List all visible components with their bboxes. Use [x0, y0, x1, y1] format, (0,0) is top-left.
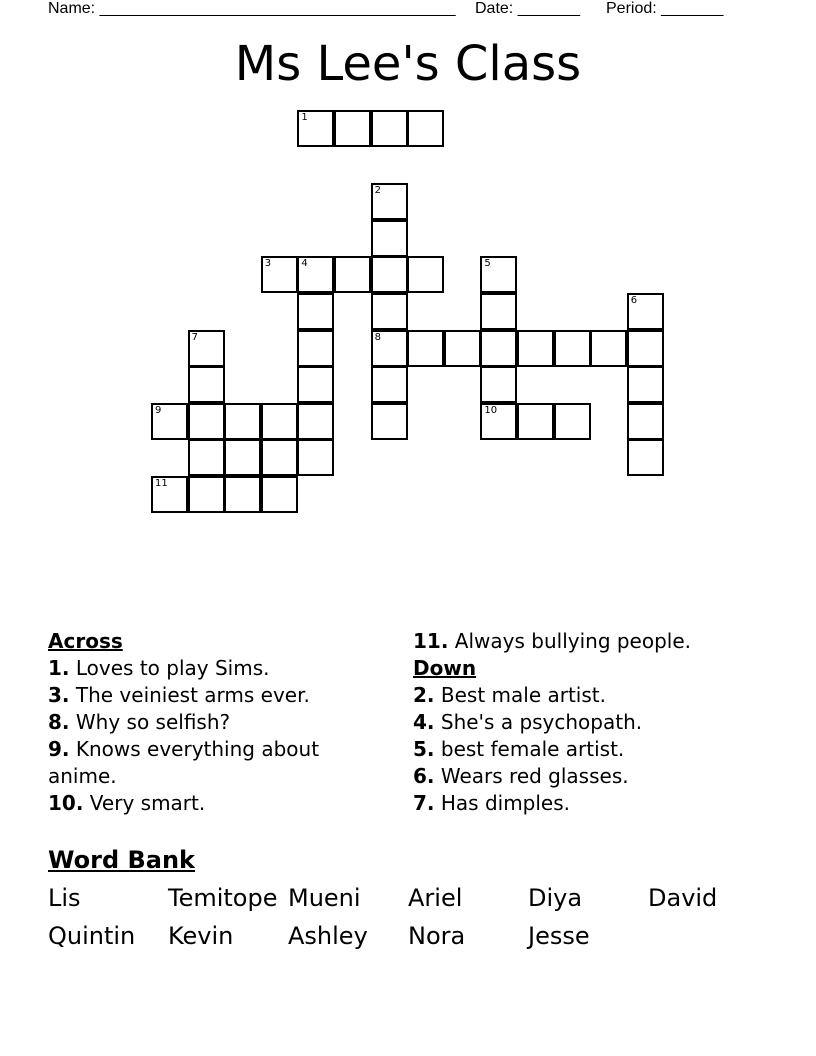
name-field[interactable]: Name: ________________________________________	[48, 0, 456, 17]
across-clue-8: 8. Why so selfish?	[48, 710, 231, 734]
across-clue-11: 11. Always bullying people.	[413, 629, 692, 653]
grid-cell[interactable]	[151, 476, 188, 513]
grid-cell[interactable]	[554, 403, 591, 440]
clues-right-column	[413, 628, 743, 817]
grid-cell[interactable]	[334, 110, 371, 147]
word-bank-item: Ariel	[408, 884, 463, 912]
clue-number: 4	[301, 258, 308, 270]
clue-number: 8	[374, 331, 381, 343]
grid-cell[interactable]	[297, 439, 334, 476]
page-title: Ms Lee's Class	[234, 36, 582, 92]
word-bank-item: Lis	[48, 884, 81, 912]
word-bank-item: David	[648, 884, 718, 912]
grid-cell[interactable]	[480, 293, 517, 330]
grid-cell[interactable]	[224, 439, 261, 476]
word-bank-item: Nora	[408, 922, 466, 950]
grid-cell[interactable]	[151, 403, 188, 440]
grid-cell[interactable]	[297, 110, 334, 147]
grid-cell[interactable]	[297, 366, 334, 403]
word-bank-item: Diya	[528, 884, 583, 912]
grid-cell[interactable]	[371, 403, 408, 440]
grid-cell[interactable]	[297, 330, 334, 367]
across-clue-9: 9. Knows everything about anime.	[48, 737, 320, 788]
grid-cell[interactable]	[444, 330, 481, 367]
clue-number: 10	[484, 404, 498, 416]
grid-cell[interactable]	[371, 110, 408, 147]
grid-cell[interactable]	[554, 330, 591, 367]
word-bank-item: Jesse	[528, 922, 590, 950]
word-bank-heading: Word Bank	[48, 846, 196, 874]
clue-number: 1	[301, 112, 308, 123]
grid-cell[interactable]	[627, 439, 664, 476]
grid-cell[interactable]	[297, 403, 334, 440]
word-bank-item: Temitope	[168, 884, 278, 912]
down-clue-4: 4. She's a psychopath.	[413, 710, 643, 734]
across-clue-10: 10. Very smart.	[48, 791, 206, 815]
clue-number: 11	[155, 478, 168, 489]
word-bank	[48, 883, 768, 951]
down-clue-2: 2. Best male artist.	[413, 683, 606, 707]
word-bank-item: Mueni	[288, 884, 361, 912]
grid-cell[interactable]	[261, 256, 298, 293]
grid-cell[interactable]	[480, 366, 517, 403]
grid-cell[interactable]	[188, 476, 225, 513]
grid-cell[interactable]	[261, 439, 298, 476]
grid-cell[interactable]	[371, 183, 408, 220]
grid-cell[interactable]	[371, 220, 408, 257]
grid-cell[interactable]	[188, 403, 225, 440]
grid-cell[interactable]	[371, 293, 408, 330]
word-bank-item: Ashley	[288, 922, 368, 950]
grid-cell[interactable]	[261, 476, 298, 513]
grid-cell[interactable]	[297, 293, 334, 330]
grid-cell[interactable]	[334, 256, 371, 293]
word-bank-item: Kevin	[168, 922, 234, 950]
clue-number: 2	[374, 185, 381, 197]
across-clue-1: 1. Loves to play Sims.	[48, 656, 270, 680]
clue-number: 7	[191, 331, 198, 343]
grid-cell[interactable]	[627, 403, 664, 440]
down-heading: Down	[413, 656, 477, 680]
grid-cell[interactable]	[297, 256, 334, 293]
grid-cell[interactable]	[517, 330, 554, 367]
grid-cell[interactable]	[371, 330, 408, 367]
across-heading: Across	[48, 629, 123, 653]
grid-cell[interactable]	[480, 330, 517, 367]
clue-number: 5	[484, 258, 491, 270]
date-field[interactable]: Date: _______	[475, 0, 580, 17]
grid-cell[interactable]	[627, 366, 664, 403]
grid-cell[interactable]	[224, 403, 261, 440]
clue-number: 9	[155, 404, 162, 416]
grid-cell[interactable]	[188, 439, 225, 476]
grid-cell[interactable]	[371, 256, 408, 293]
grid-cell[interactable]	[188, 330, 225, 367]
down-clue-6: 6. Wears red glasses.	[413, 764, 629, 788]
grid-cell[interactable]	[627, 330, 664, 367]
across-clue-3: 3. The veiniest arms ever.	[48, 683, 310, 707]
down-clue-5: 5. best female artist.	[413, 737, 625, 761]
grid-cell[interactable]	[627, 293, 664, 330]
grid-cell[interactable]	[224, 476, 261, 513]
clues-left-column	[48, 628, 378, 817]
down-clue-7: 7. Has dimples.	[413, 791, 571, 815]
word-bank-item: Quintin	[48, 922, 136, 950]
grid-cell[interactable]	[407, 330, 444, 367]
grid-cell[interactable]	[590, 330, 627, 367]
grid-cell[interactable]	[407, 110, 444, 147]
grid-cell[interactable]	[480, 256, 517, 293]
clue-number: 3	[264, 258, 272, 270]
grid-cell[interactable]	[517, 403, 554, 440]
grid-cell[interactable]	[407, 256, 444, 293]
grid-cell[interactable]	[371, 366, 408, 403]
grid-cell[interactable]	[480, 403, 517, 440]
clue-number: 6	[630, 295, 638, 306]
period-field[interactable]: Period: _______	[606, 0, 724, 17]
grid-cell[interactable]	[261, 403, 298, 440]
grid-cell[interactable]	[188, 366, 225, 403]
